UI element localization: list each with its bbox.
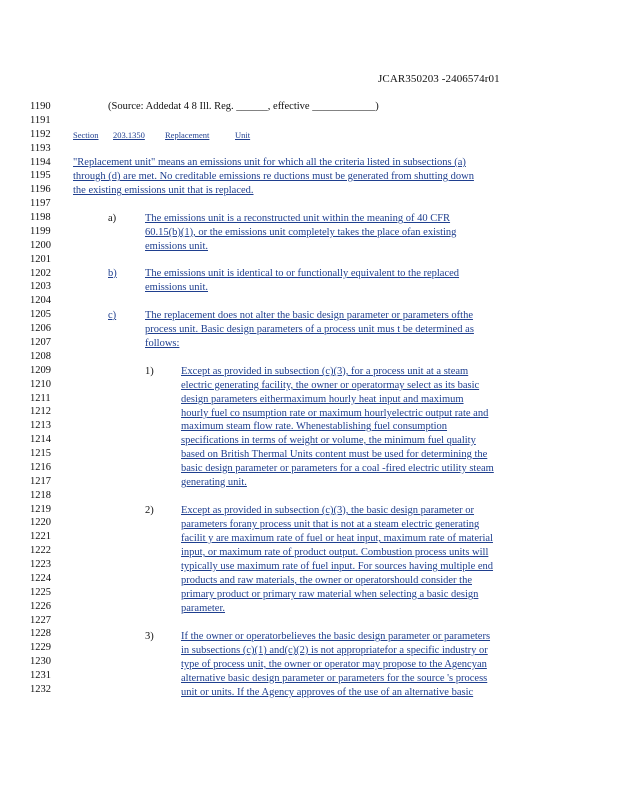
line-number: 1194 <box>30 156 51 168</box>
section-title-unit: Unit <box>235 130 251 140</box>
line-number: 1226 <box>30 600 51 612</box>
line-number: 1190 <box>30 101 51 112</box>
item-c3-line: type of process unit, the owner or operator may propose to the Agencyan <box>181 659 487 670</box>
item-c-line: follows: <box>145 338 180 349</box>
section-label: Section <box>73 130 99 140</box>
line-number: 1191 <box>30 114 51 126</box>
item-c2-line: facilit y are maximum rate of fuel or heat input, maximum rate of material <box>181 533 493 544</box>
item-c1-line: maximum steam flow rate. Whenestablishing fuel consumption <box>181 421 448 432</box>
item-c2-line: Except as provided in subsection (c)(3), the basic design parameter or <box>181 505 475 516</box>
line-number: 1230 <box>30 656 51 668</box>
line-number: 1201 <box>30 253 51 265</box>
item-c1-line: specifications in terms of weight or volume, the minimum fuel quality <box>181 435 476 446</box>
source-note: (Source: Addedat 4 8 Ill. Reg. ______, effective ____________) <box>108 101 379 112</box>
item-c3-label: 3) <box>145 631 154 642</box>
line-number: 1225 <box>30 586 51 598</box>
line-number: 1203 <box>30 281 51 293</box>
line-number: 1200 <box>30 239 51 251</box>
item-c1-line: basic design parameter or parameters for a coal -fired electric utility steam <box>181 463 494 474</box>
line-number: 1229 <box>30 642 51 654</box>
item-c-line: process unit. Basic design parameters of a process unit mus t be determined as <box>145 324 474 335</box>
line-number: 1209 <box>30 364 51 376</box>
item-c1-line: electric generating facility, the owner or operatormay select as its basic <box>181 380 480 391</box>
line-number: 1205 <box>30 309 51 321</box>
line-number: 1222 <box>30 545 51 557</box>
item-c2-line: parameters forany process unit that is not at a steam electric generating <box>181 519 480 530</box>
line-number: 1220 <box>30 517 51 529</box>
line-number: 1193 <box>30 142 51 154</box>
item-a-line: 60.15(b)(1), or the emissions unit completely takes the place ofan existing <box>145 227 457 238</box>
line-number: 1227 <box>30 614 51 626</box>
line-number: 1192 <box>30 128 51 140</box>
item-c1-line: based on British Thermal Units content must be used for determining the <box>181 449 488 460</box>
item-c2-line: products and raw materials, the owner or operatorshould consider the <box>181 575 472 586</box>
line-number: 1208 <box>30 350 51 362</box>
item-c2-line: typically use maximum rate of fuel input. For sources having multiple end <box>181 561 494 572</box>
item-c-label: c) <box>108 310 117 321</box>
item-c-line: The replacement does not alter the basic design parameter or parameters ofthe <box>145 310 473 321</box>
line-number: 1207 <box>30 337 51 348</box>
line-number: 1197 <box>30 198 51 210</box>
item-c2-line: primary product or primary raw material when selecting a basic design <box>181 589 479 600</box>
item-c2-line: parameter. <box>181 603 226 614</box>
item-b-line: emissions unit. <box>145 282 209 293</box>
line-number: 1206 <box>30 323 51 335</box>
line-number: 1215 <box>30 448 51 459</box>
item-c2-label: 2) <box>145 505 154 516</box>
item-c1-line: Except as provided in subsection (c)(3), for a process unit at a steam <box>181 366 469 377</box>
line-number: 1212 <box>30 406 51 418</box>
item-b-line: The emissions unit is identical to or functionally equivalent to the replaced <box>145 268 460 279</box>
intro-line: the existing emissions unit that is replaced. <box>73 185 254 196</box>
line-number: 1228 <box>30 628 51 640</box>
intro-line: through (d) are met. No creditable emissions re ductions must be generated from shutting down <box>73 171 474 182</box>
item-c3-line: alternative basic design parameter or parameters for the source 's process <box>181 673 488 684</box>
item-c1-label: 1) <box>145 366 154 377</box>
intro-line: "Replacement unit" means an emissions unit for which all the criteria listed in subsections (a) <box>73 157 466 168</box>
line-number: 1218 <box>30 489 51 501</box>
line-number: 1214 <box>30 434 51 446</box>
item-c1-line: hourly fuel co nsumption rate or maximum hourlyelectric output rate and <box>181 408 489 419</box>
line-number: 1217 <box>30 475 51 487</box>
item-a-line: emissions unit. <box>145 241 209 252</box>
line-number: 1210 <box>30 378 51 390</box>
document-id-header: JCAR350203 -2406574r01 <box>378 73 500 85</box>
item-b-label: b) <box>108 268 117 279</box>
line-number: 1221 <box>30 531 51 543</box>
line-number: 1213 <box>30 420 51 432</box>
item-c3-line: unit or units. If the Agency approves of the use of an alternative basic <box>181 687 474 698</box>
line-number: 1216 <box>30 461 51 473</box>
line-number: 1211 <box>30 392 51 404</box>
line-number: 1195 <box>30 170 51 182</box>
item-c1-line: generating unit. <box>181 477 247 488</box>
line-number: 1232 <box>30 684 51 695</box>
section-title: Replacement <box>165 130 210 140</box>
section-number: 203.1350 <box>113 130 145 140</box>
line-number: 1196 <box>30 184 51 196</box>
line-number: 1199 <box>30 225 51 237</box>
item-c2-line: input, or maximum rate of product output. Combustion process units will <box>181 547 489 558</box>
line-number: 1198 <box>30 212 51 223</box>
line-number: 1231 <box>30 670 51 682</box>
line-number: 1219 <box>30 503 51 515</box>
item-a-label: a) <box>108 213 117 224</box>
line-number: 1204 <box>30 295 51 307</box>
line-number: 1223 <box>30 559 51 570</box>
item-c3-line: If the owner or operatorbelieves the basic design parameter or parameters <box>181 631 491 642</box>
line-number: 1224 <box>30 572 51 584</box>
item-c3-line: in subsections (c)(1) and(c)(2) is not appropriatefor a specific industry or <box>181 645 488 656</box>
line-number: 1202 <box>30 267 51 279</box>
item-c1-line: design parameters eithermaximum hourly heat input and maximum <box>181 394 464 405</box>
item-a-line: The emissions unit is a reconstructed unit within the meaning of 40 CFR <box>145 213 451 224</box>
